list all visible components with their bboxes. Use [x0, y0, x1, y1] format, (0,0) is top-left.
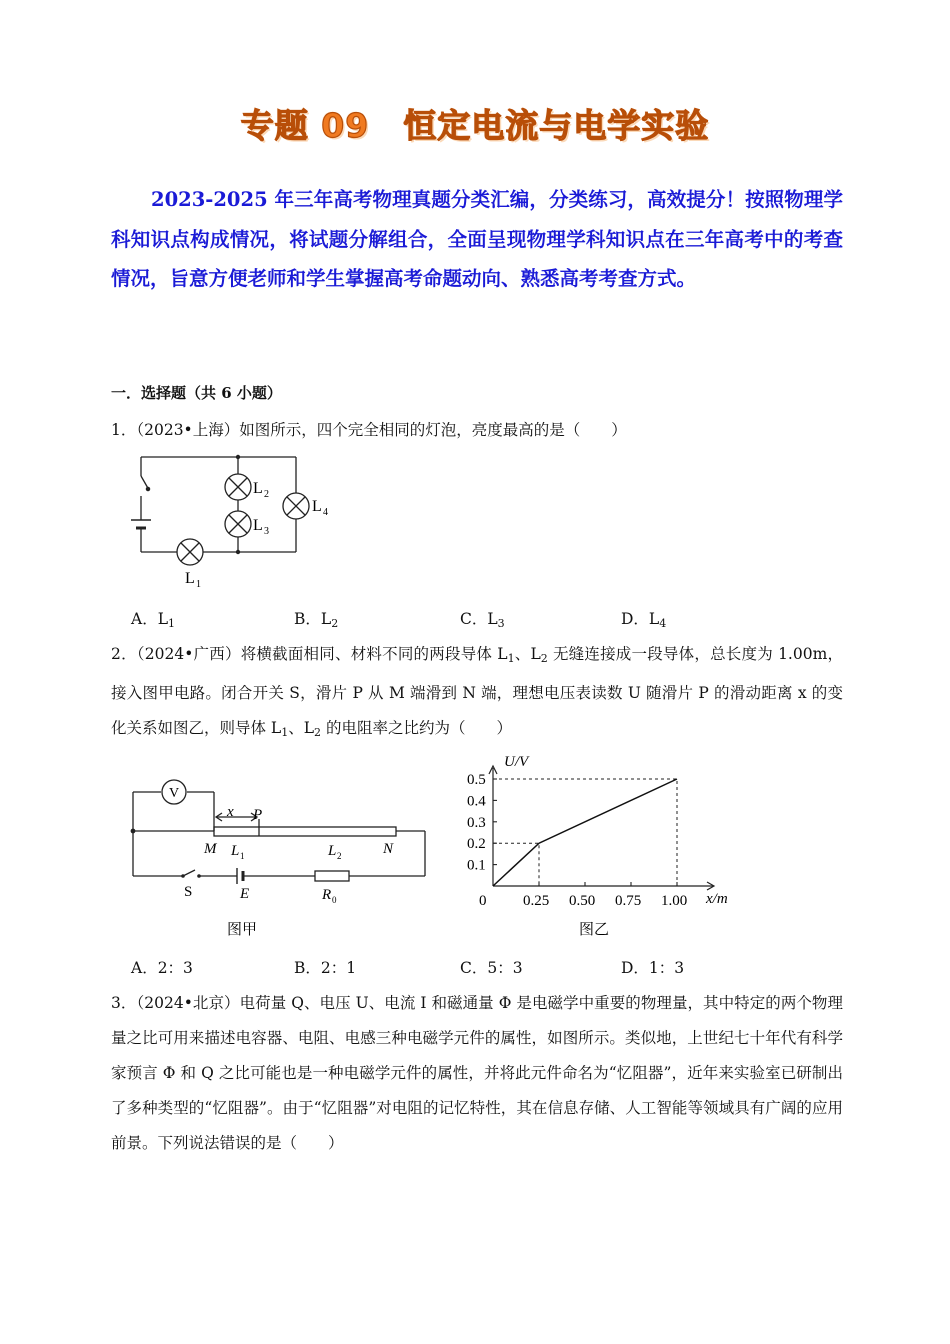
x-axis-label: x/m [706, 891, 728, 907]
question-1-stem: 1．（2023•上海）如图所示，四个完全相同的灯泡，亮度最高的是（ ） [111, 421, 627, 439]
label-l2-sub: 2 [337, 851, 342, 861]
title-number: 专题 09 [240, 106, 370, 145]
x-tick-label: 0.25 [523, 893, 550, 909]
figure-yi-caption: 图乙 [579, 922, 610, 938]
series-line [493, 779, 677, 886]
y-tick-label: 0.1 [467, 857, 486, 874]
intro-paragraph: 2023-2025 年三年高考物理真题分类汇编，分类练习，高效提分！按照物理学科知识点构成情况，将试题分解组合，全面呈现物理学科知识点在三年高考中的考查情况，旨意方便老师和学生掌握高考命题动向、熟悉高考考查方式。 [111, 188, 843, 290]
figure-yi-chart [445, 748, 755, 948]
label-r0: R [322, 887, 332, 903]
figure-jia-circuit [125, 775, 435, 945]
q2-option-a[interactable]: A．2：3 [131, 959, 193, 977]
label-p: P [253, 807, 263, 823]
section-heading: 一．选择题（共 6 小题） [111, 384, 282, 402]
label-l4: L [312, 498, 322, 515]
y-tick-label: 0.3 [467, 814, 486, 831]
origin-label: 0 [479, 893, 487, 909]
title-topic: 恒定电流与电学实验 [403, 106, 710, 145]
y-tick-label: 0.4 [467, 793, 486, 810]
question-1-circuit-figure [125, 452, 340, 592]
x-tick-label: 0.75 [615, 893, 642, 909]
label-l4-sub: 4 [323, 507, 328, 518]
label-n: N [383, 841, 394, 857]
y-tick-label: 0.5 [467, 772, 486, 788]
label-m: M [204, 841, 217, 857]
label-l1: L [185, 570, 195, 587]
page-title [0, 100, 950, 147]
label-x: x [227, 804, 234, 820]
x-tick-label: 1.00 [661, 893, 688, 909]
q2-option-d[interactable]: D．1：3 [621, 959, 685, 977]
label-l1-sub: 1 [240, 851, 245, 861]
label-l3-sub: 3 [264, 526, 269, 537]
q1-option-c[interactable]: C．$L_3$ [460, 610, 505, 630]
label-e: E [240, 886, 250, 902]
label-r0-sub: 0 [332, 895, 337, 905]
label-l3: L [253, 517, 263, 534]
label-l2-sub: 2 [264, 489, 269, 500]
label-s: S [184, 884, 193, 900]
x-tick-label: 0.50 [569, 893, 596, 909]
q1-option-a[interactable]: A．$L_1$ [131, 610, 175, 630]
q1-option-b[interactable]: B．$L_2$ [294, 610, 339, 630]
voltmeter-symbol: V [169, 786, 180, 801]
question-3-stem: 3．（2024•北京）电荷量 Q、电压 U、电流 I 和磁通量 Φ 是电磁学中重要的物理量，其中特定的两个物理量之比可用来描述电容器、电阻、电感三种电磁学元件的属性，如图所示。类似地，上世纪七十年代有科学家预言 Φ 和 Q 之比可能也是一种电磁学元件的属性，并将此元件命名为“忆阻器”，近年来实验室已研制出了多种类型的“忆阻器”。由于“忆阻器”对电阻的记忆特性，其在信息存储、人工智能等领域具有广阔的应用前景。下列说法错误的是（ ） [111, 994, 843, 1152]
label-l1: L [231, 843, 240, 859]
q2-option-b[interactable]: B．2：1 [294, 959, 357, 977]
guide-line [493, 779, 677, 886]
y-tick-label: 0.2 [467, 836, 486, 853]
figure-jia-caption: 图甲 [227, 922, 258, 938]
question-2-stem: 2．（2024•广西）将横截面相同、材料不同的两段导体 $L_1$、$L_2$ 无缝连接成一段导体，总长度为 1.00m，接入图甲电路。闭合开关 S，滑片 P 从 M 端滑到 N 端，理想电压表读数 U 随滑片 P 的滑动距离 x 的变化关系如图乙，则导体 $L_1$、$L_2$ 的电阻率之比约为（ ） [111, 645, 843, 739]
label-l2: L [253, 480, 263, 497]
q1-option-d[interactable]: D．$L_4$ [621, 610, 667, 630]
label-l2: L [328, 843, 337, 859]
y-axis-label: U/V [504, 754, 529, 770]
label-l1-sub: 1 [196, 579, 201, 590]
q2-option-c[interactable]: C．5：3 [460, 959, 523, 977]
